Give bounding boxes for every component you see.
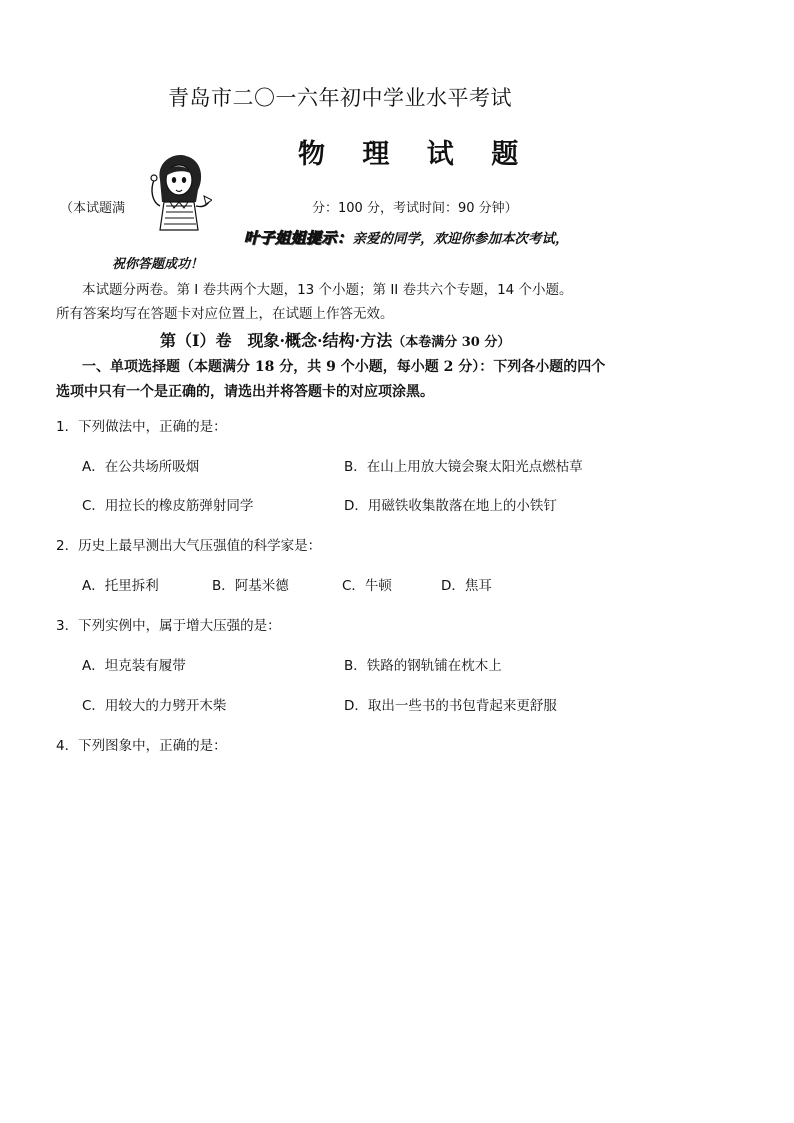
- intro-line-2: 所有答案均写在答题卡对应位置上，在试题上作答无效。: [56, 306, 394, 322]
- score-info-right: 分：100 分，考试时间：90 分钟）: [312, 201, 518, 216]
- question-stem-1: 1．下列做法中，正确的是：: [56, 419, 227, 435]
- question-3-option-d: D．取出一些书的书包背起来更舒服: [344, 698, 557, 714]
- part-title-note: （本卷满分 30 分）: [392, 335, 511, 350]
- question-stem-4: 4．下列图象中，正确的是：: [56, 738, 227, 754]
- question-2-option-c: C．牛顿: [342, 578, 392, 594]
- exam-title: 青岛市二〇一六年初中学业水平考试: [168, 86, 512, 110]
- score-info-left: （本试题满: [60, 201, 126, 216]
- tip-body: 亲爱的同学，欢迎你参加本次考试，: [352, 231, 569, 247]
- question-2-option-d: D．焦耳: [441, 578, 492, 594]
- section-instruction-line-1: 一、单项选择题（本题满分 18 分，共 9 个小题，每小题 2 分）：下列各小题的四个: [82, 359, 606, 375]
- mascot-illustration: [146, 150, 212, 234]
- section-instruction-line-2: 选项中只有一个是正确的，请选出并将答题卡的对应项涂黑。: [56, 384, 434, 400]
- question-stem-3: 3．下列实例中，属于增大压强的是：: [56, 618, 281, 634]
- question-2-option-a: A．托里拆利: [82, 578, 159, 594]
- question-stem-2: 2．历史上最早测出大气压强值的科学家是：: [56, 538, 322, 554]
- question-1-option-c: C．用拉长的橡皮筋弹射同学: [82, 498, 254, 514]
- tip-body-line2: 祝你答题成功！: [112, 257, 204, 272]
- subject-title: 物 理 试 题: [298, 139, 533, 170]
- question-2-option-b: B．阿基米德: [212, 578, 289, 594]
- question-3-option-b: B．铁路的钢轨铺在枕木上: [344, 658, 502, 674]
- part-title: [160, 328, 510, 351]
- part-title-main: 第（I）卷 现象·概念·结构·方法: [160, 331, 393, 350]
- question-1-option-d: D．用磁铁收集散落在地上的小铁钉: [344, 498, 557, 514]
- question-3-option-c: C．用较大的力劈开木柴: [82, 698, 227, 714]
- question-1-option-b: B．在山上用放大镜会聚太阳光点燃枯草: [344, 459, 583, 475]
- question-1-option-a: A．在公共场所吸烟: [82, 459, 200, 475]
- tip-line: [244, 227, 569, 248]
- tip-heading: 叶子姐姐提示：: [244, 229, 353, 247]
- intro-line-1: 本试题分两卷。第 I 卷共两个大题，13 个小题；第 II 卷共六个专题，14 个小题。: [82, 282, 573, 298]
- question-3-option-a: A．坦克装有履带: [82, 658, 186, 674]
